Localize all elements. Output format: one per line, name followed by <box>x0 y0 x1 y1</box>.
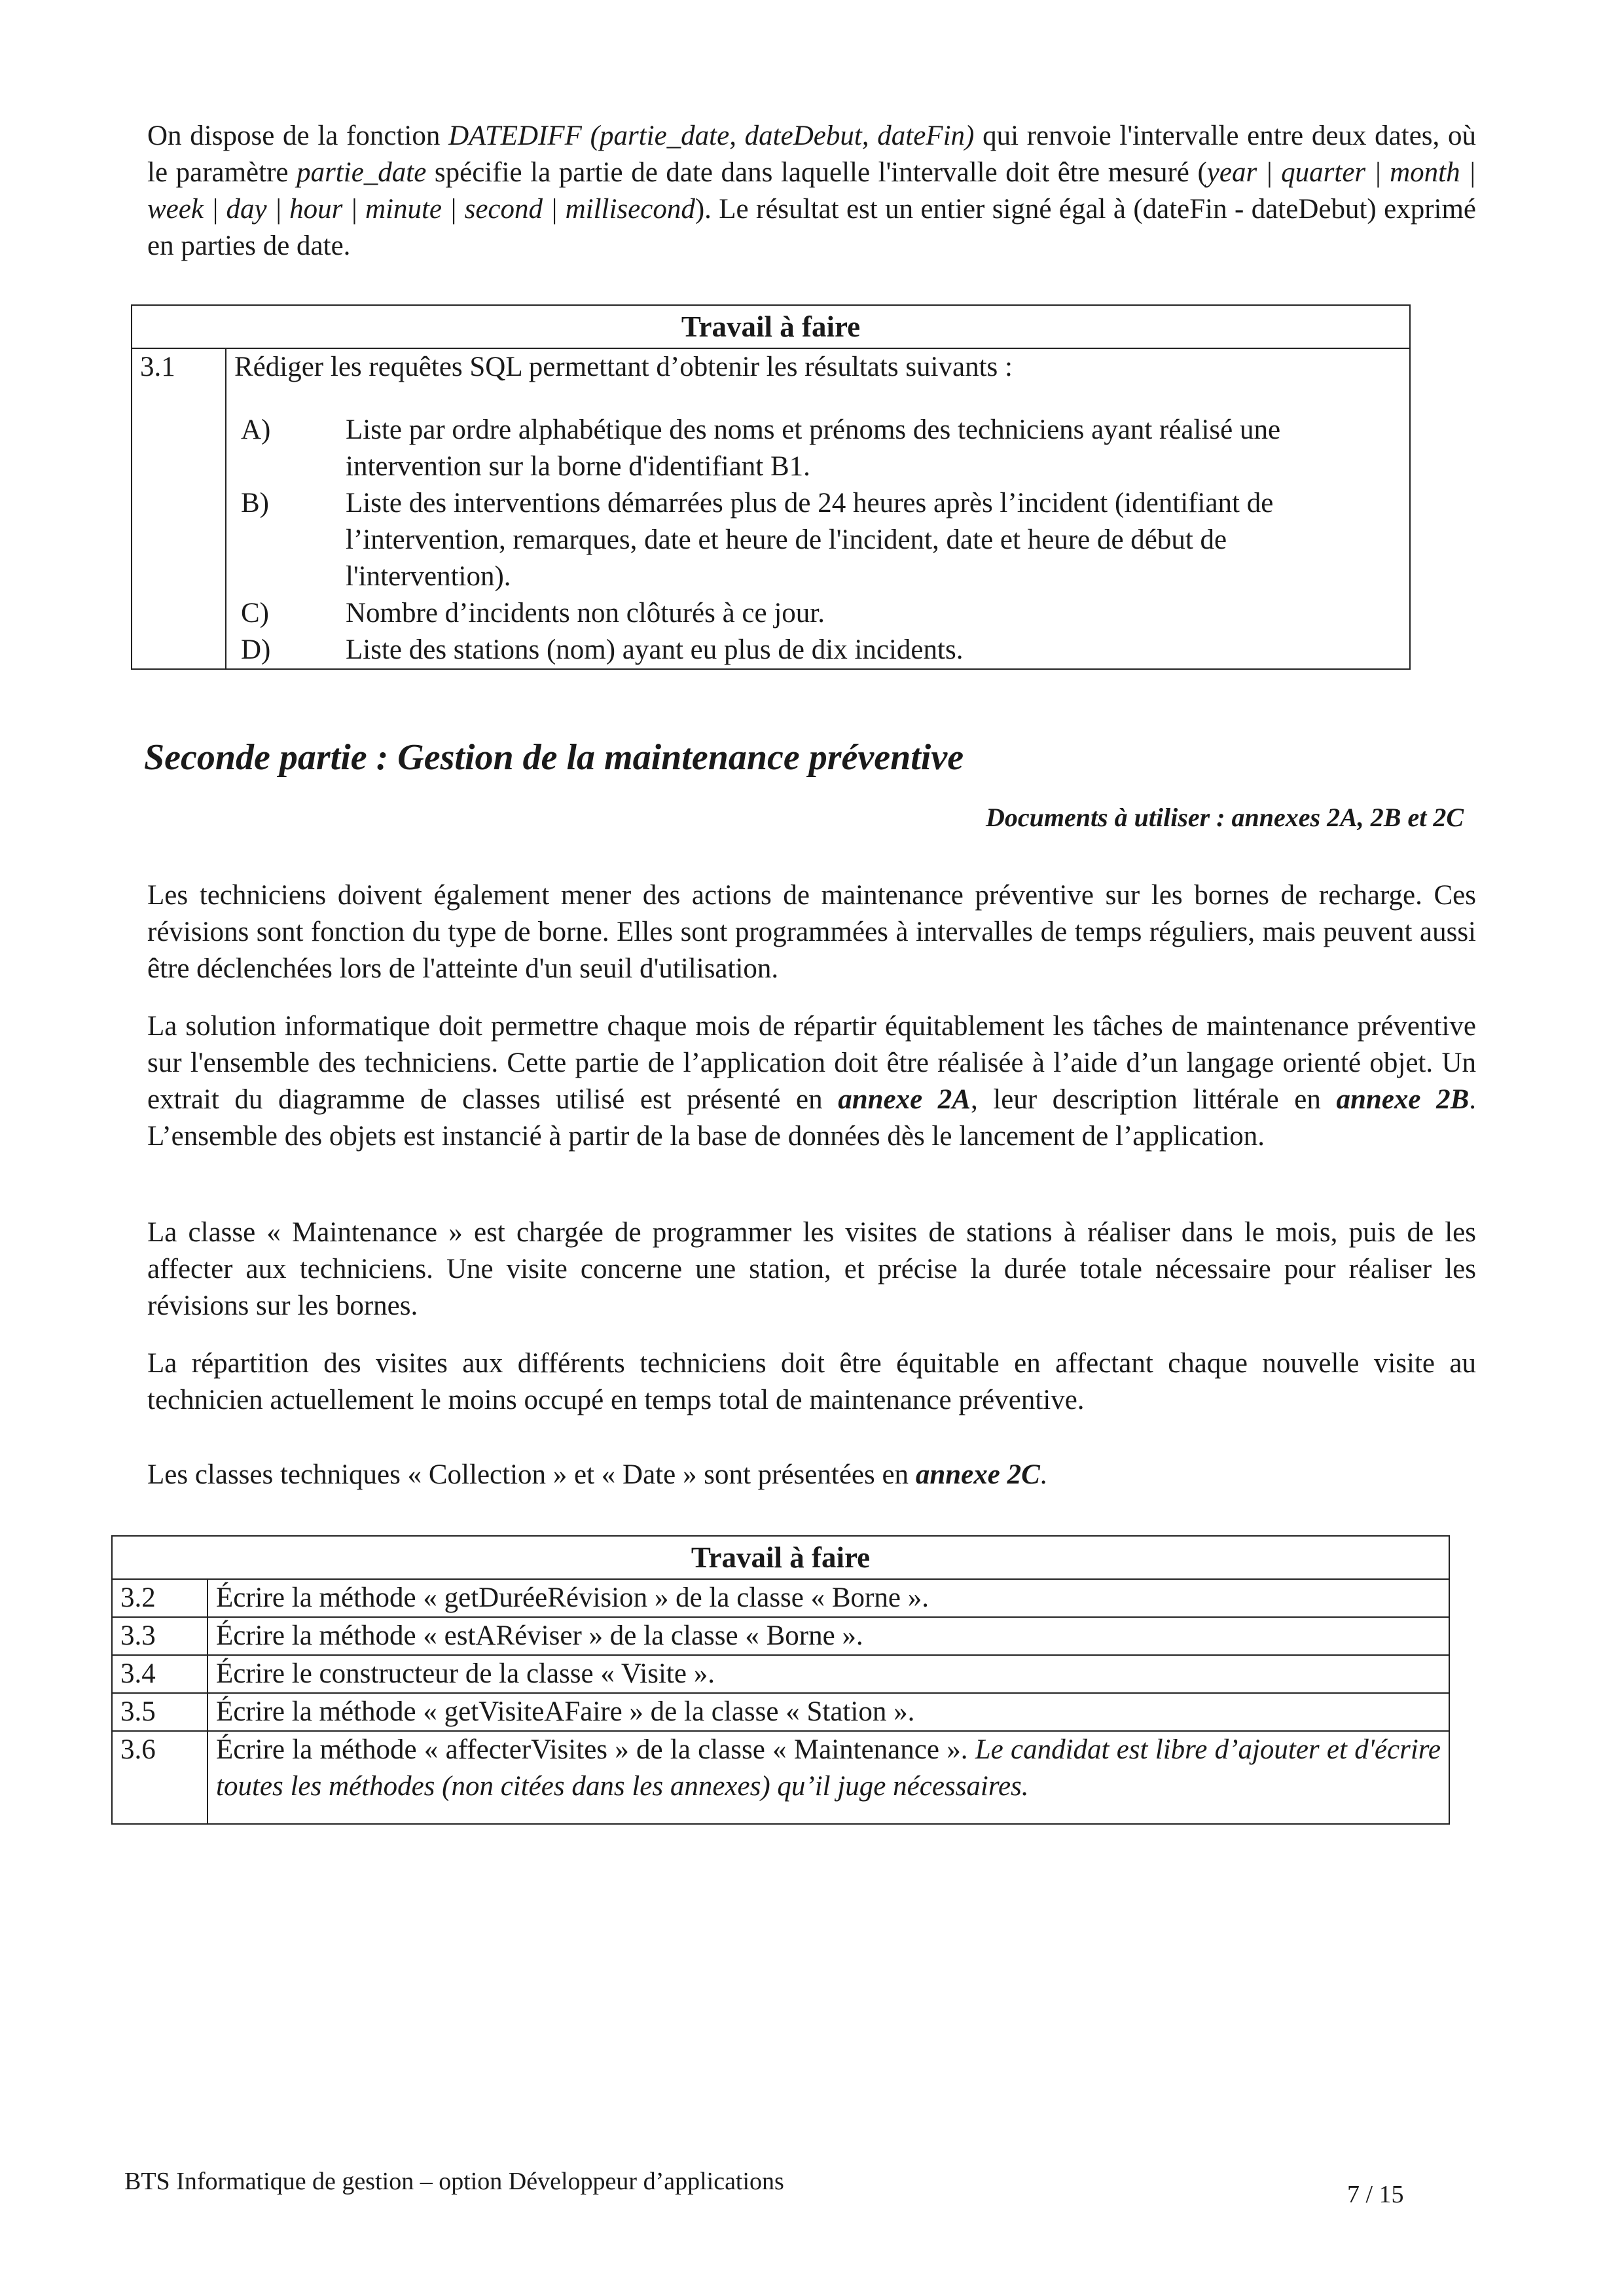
annex-ref-2a: annexe 2A <box>838 1084 971 1115</box>
task-table-2-header: Travail à faire <box>112 1536 1449 1579</box>
sub-question <box>241 412 1401 485</box>
sub-question-text: Liste des interventions démarrées plus de 24 heures après l’incident (identifiant de l’intervention, remarques, date et heure de l'incident, date et heure de début de l'intervention). <box>346 488 1274 592</box>
sub-question-letter: A) <box>241 414 271 445</box>
date-units: year | quarter | month | week | day | hour | minute | second | millisecond <box>147 157 1477 225</box>
intro-text-1: On dispose de la fonction <box>147 120 449 151</box>
question-intro: Rédiger les requêtes SQL permettant d’obtenir les résultats suivants : <box>234 352 1013 382</box>
task-table-1 <box>131 304 1411 670</box>
question-text <box>208 1731 1449 1824</box>
sub-question-list <box>241 412 1401 668</box>
task-row <box>112 1693 1449 1731</box>
task-row <box>112 1617 1449 1655</box>
question-text: Écrire le constructeur de la classe « Visite ». <box>208 1655 1449 1693</box>
task-row <box>112 1731 1449 1824</box>
question-content <box>226 348 1410 669</box>
sub-question-text: Liste des stations (nom) ayant eu plus de dix incidents. <box>346 634 964 665</box>
sub-question <box>241 595 1401 632</box>
paragraph-5 <box>147 1457 1476 1493</box>
footer-title: BTS Informatique de gestion – option Développeur d’applications <box>124 2168 784 2195</box>
task-table-2 <box>111 1535 1450 1825</box>
paragraph-2-text-e: . L’ensemble des objets est instancié à partir de la base de données dès le lancement de l’application. <box>147 1084 1476 1152</box>
question-text: Écrire la méthode « estARéviser » de la classe « Borne ». <box>208 1617 1449 1655</box>
page-number: 7 / 15 <box>1347 2181 1404 2208</box>
question-number: 3.6 <box>112 1731 208 1824</box>
paragraph-5-text-a: Les classes techniques « Collection » et « Date » sont présentées en <box>147 1459 916 1490</box>
paragraph-4-text: La répartition des visites aux différents techniciens doit être équitable en affectant chaque nouvelle visite au technicien actuellement le moins occupé en temps total de maintenance préventive. <box>147 1348 1476 1415</box>
sub-question-text: Nombre d’incidents non clôturés à ce jour. <box>346 598 825 629</box>
intro-text-4: ). Le résultat est un entier signé égal à (dateFin - dateDebut) exprimé en parties de date. <box>147 194 1476 261</box>
paragraph-1 <box>147 877 1476 987</box>
paragraph-2 <box>147 1008 1476 1155</box>
sub-question-letter: C) <box>241 598 269 629</box>
question-number: 3.1 <box>132 348 226 669</box>
task-row <box>112 1655 1449 1693</box>
intro-text-3: spécifie la partie de date dans laquelle l'intervalle doit être mesuré ( <box>426 157 1207 188</box>
question-number: 3.4 <box>112 1655 208 1693</box>
intro-text-2: qui renvoie l'intervalle entre deux dates, où le paramètre <box>147 120 1476 188</box>
sub-question-letter: D) <box>241 634 271 665</box>
documents-reference: Documents à utiliser : annexes 2A, 2B et 2C <box>985 803 1464 832</box>
question-number: 3.3 <box>112 1617 208 1655</box>
question-text-note: Le candidat est libre d’ajouter et d'écrire toutes les méthodes (non citées dans les annexes) qu’il juge nécessaires. <box>216 1734 1441 1802</box>
paragraph-5-text-c: . <box>1039 1459 1047 1490</box>
task-row <box>112 1579 1449 1617</box>
sub-question <box>241 632 1401 668</box>
question-number: 3.2 <box>112 1579 208 1617</box>
question-text: Écrire la méthode « getDuréeRévision » de la classe « Borne ». <box>208 1579 1449 1617</box>
sub-question <box>241 485 1401 595</box>
annex-ref-2b: annexe 2B <box>1336 1084 1470 1115</box>
annex-ref-2c: annexe 2C <box>915 1459 1040 1490</box>
paragraph-3-text: La classe « Maintenance » est chargée de programmer les visites de stations à réaliser dans le mois, puis de les affecter aux techniciens. Une visite concerne une station, et précise la durée totale nécessaire pour réaliser les révisions sur les bornes. <box>147 1217 1476 1321</box>
task-table-1-header: Travail à faire <box>132 305 1410 348</box>
paragraph-3 <box>147 1214 1476 1324</box>
paragraph-1-text: Les techniciens doivent également mener des actions de maintenance préventive sur les bornes de recharge. Ces révisions sont fonction du type de borne. Elles sont programmées à intervalles de temps réguliers, mais peuvent aussi être déclenchées lors de l'atteinte d'un seuil d'utilisation. <box>147 880 1476 984</box>
question-text: Écrire la méthode « getVisiteAFaire » de la classe « Station ». <box>208 1693 1449 1731</box>
param-name: partie_date <box>297 157 427 188</box>
question-text-main: Écrire la méthode « affecterVisites » de la classe « Maintenance ». <box>216 1734 975 1765</box>
question-number: 3.5 <box>112 1693 208 1731</box>
paragraph-4 <box>147 1345 1476 1419</box>
paragraph-2-text-c: , leur description littérale en <box>970 1084 1337 1115</box>
function-signature: DATEDIFF (partie_date, dateDebut, dateFin) <box>448 120 975 151</box>
paragraph-2-text-a: La solution informatique doit permettre chaque mois de répartir équitablement les tâches de maintenance préventive sur l'ensemble des techniciens. Cette partie de l’application doit être réalisée à l’aide d’un langage orienté objet. Un extrait du diagramme de classes utilisé est présenté en <box>147 1011 1476 1115</box>
sub-question-text: Liste par ordre alphabétique des noms et prénoms des techniciens ayant réalisé une intervention sur la borne d'identifiant B1. <box>346 414 1281 482</box>
section-title: Seconde partie : Gestion de la maintenance préventive <box>144 737 964 778</box>
intro-paragraph <box>147 118 1476 264</box>
sub-question-letter: B) <box>241 488 269 519</box>
